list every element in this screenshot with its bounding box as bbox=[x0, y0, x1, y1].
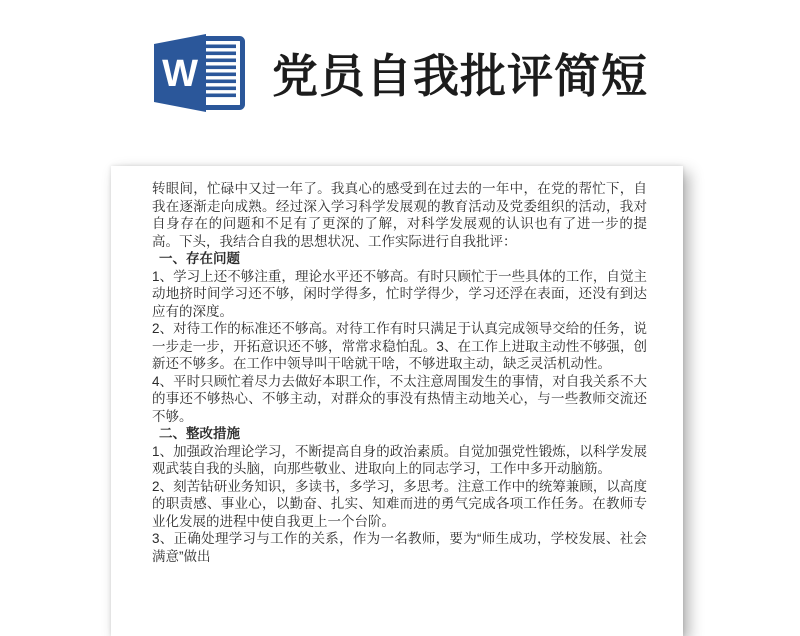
paragraph: 2、对待工作的标准还不够高。对待工作有时只满足于认真完成领导交给的任务，说一步走一步，开拓意识还不够，常常求稳怕乱。3、在工作上进取主动性不够强，创新还不够多。在工作中领导叫干啥就干啥，不够进取主动，缺乏灵活机动性。 bbox=[152, 321, 647, 371]
paragraph: 4、平时只顾忙着尽力去做好本职工作，不太注意周围发生的事情，对自我关系不大的事还不够热心、不够主动，对群众的事没有热情主动地关心，与一些教师交流还不够。 bbox=[152, 373, 647, 424]
word-icon bbox=[152, 31, 246, 115]
paragraph: 2、刻苦钻研业务知识，多读书，多学习，多思考。注意工作中的统筹兼顾，以高度的职责感、事业心，以勤奋、扎实、知难而进的勇气完成各项工作任务。在教师专业化发展的进程中使自我更上一个台阶。 bbox=[152, 478, 647, 529]
paragraph: 1、学习上还不够注重，理论水平还不够高。有时只顾忙于一些具体的工作，自觉主动地挤时间学习还不够，闲时学得多，忙时学得少，学习还浮在表面，还没有到达应有的深度。 bbox=[152, 268, 647, 319]
document-page bbox=[111, 166, 683, 636]
paragraph: 3、正确处理学习与工作的关系，作为一名教师，要为“师生成功，学校发展、社会满意”做出 bbox=[152, 531, 647, 564]
document-header bbox=[0, 0, 800, 146]
section-heading: 二、整改措施 bbox=[159, 426, 240, 441]
paragraph: 1、加强政治理论学习，不断提高自身的政治素质。自觉加强党性锻炼，以科学发展观武装自我的头脑，向那些敬业、进取向上的同志学习，工作中多开动脑筋。 bbox=[152, 443, 647, 476]
section-heading: 一、存在问题 bbox=[159, 251, 240, 266]
page-title: 党员自我批评简短 bbox=[272, 50, 648, 102]
word-icon-letter: W bbox=[162, 53, 198, 95]
paragraph: 转眼间，忙碌中又过一年了。我真心的感受到在过去的一年中，在党的帮忙下，自我在逐渐走向成熟。经过深入学习科学发展观的教育活动及党委组织的活动，我对自身存在的问题和不足有了更深的了解，对科学发展观的认识也有了进一步的提高。下头，我结合自我的思想状况、工作实际进行自我批评： bbox=[152, 181, 647, 249]
